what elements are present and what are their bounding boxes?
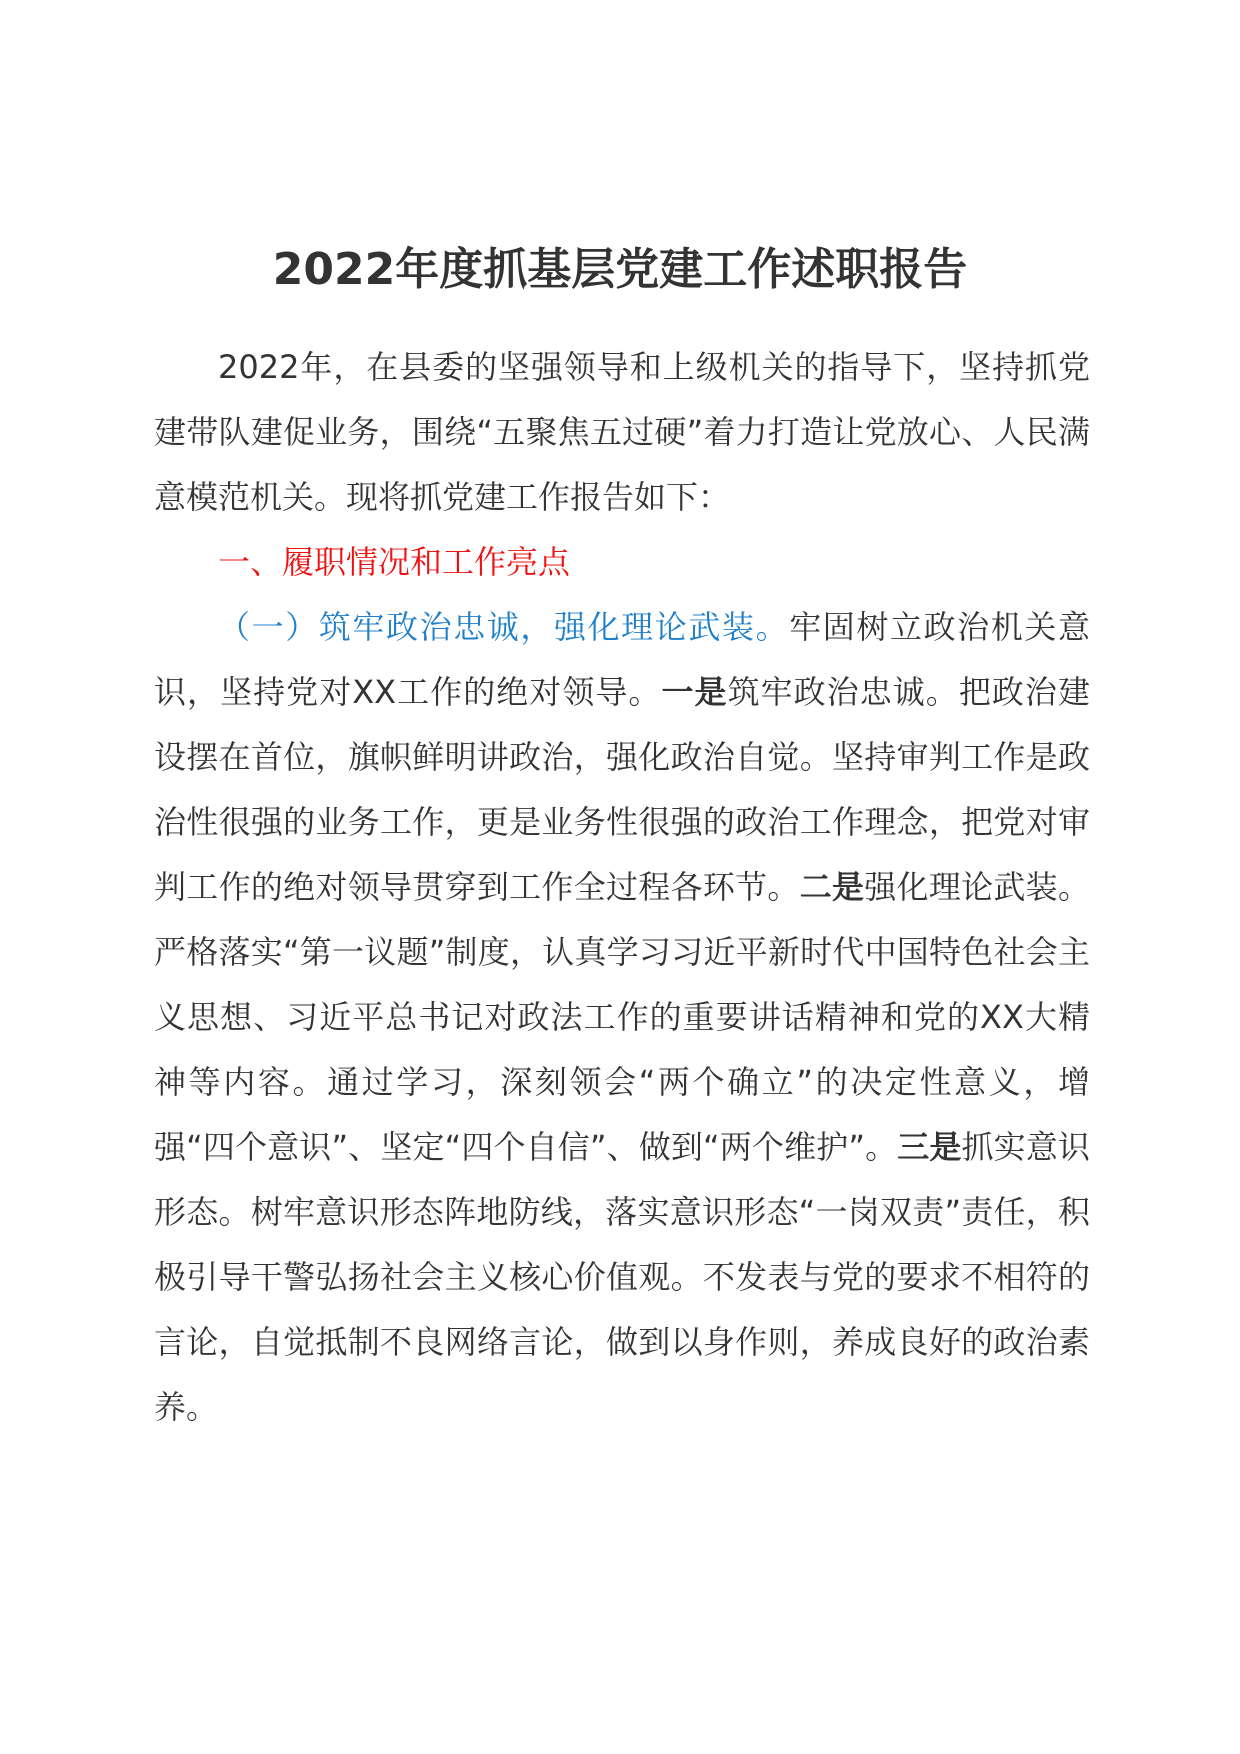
point-label-2: 二是 — [799, 868, 865, 906]
subsection-lead-text: 牢固树立政治机关意识，坚持党对XX工作的绝对领导。 — [154, 608, 1090, 711]
subsection-heading: （一）筑牢政治忠诚，强化理论武装。 — [218, 608, 790, 646]
point-text-2: 强化理论武装。严格落实“第一议题”制度，认真学习习近平新时代中国特色社会主义思想、习近平总书记对政法工作的重要讲话精神和党的XX大精神等内容。通过学习，深刻领会“两个确立”的决定性意义，增强“四个意识”、坚定“四个自信”、做到“两个维护”。 — [154, 868, 1090, 1166]
point-label-1: 一是 — [661, 673, 728, 711]
document-body — [154, 335, 1090, 1440]
point-label-3: 三是 — [897, 1128, 962, 1166]
subsection-paragraph — [154, 595, 1090, 1440]
intro-paragraph: 2022年，在县委的坚强领导和上级机关的指导下，坚持抓党建带队建促业务，围绕“五聚焦五过硬”着力打造让党放心、人民满意模范机关。现将抓党建工作报告如下： — [154, 348, 1090, 516]
section-heading: 一、履职情况和工作亮点 — [218, 543, 571, 581]
point-text-3: 抓实意识形态。树牢意识形态阵地防线，落实意识形态“一岗双责”责任，积极引导干警弘扬社会主义核心价值观。不发表与党的要求不相符的言论，自觉抵制不良网络言论，做到以身作则，养成良好的政治素养。 — [154, 1128, 1090, 1426]
document-title: 2022年度抓基层党建工作述职报告 — [272, 244, 968, 295]
point-text-1: 筑牢政治忠诚。把政治建设摆在首位，旗帜鲜明讲政治，强化政治自觉。坚持审判工作是政治性很强的业务工作，更是业务性很强的政治工作理念，把党对审判工作的绝对领导贯穿到工作全过程各环节。 — [154, 673, 1090, 906]
